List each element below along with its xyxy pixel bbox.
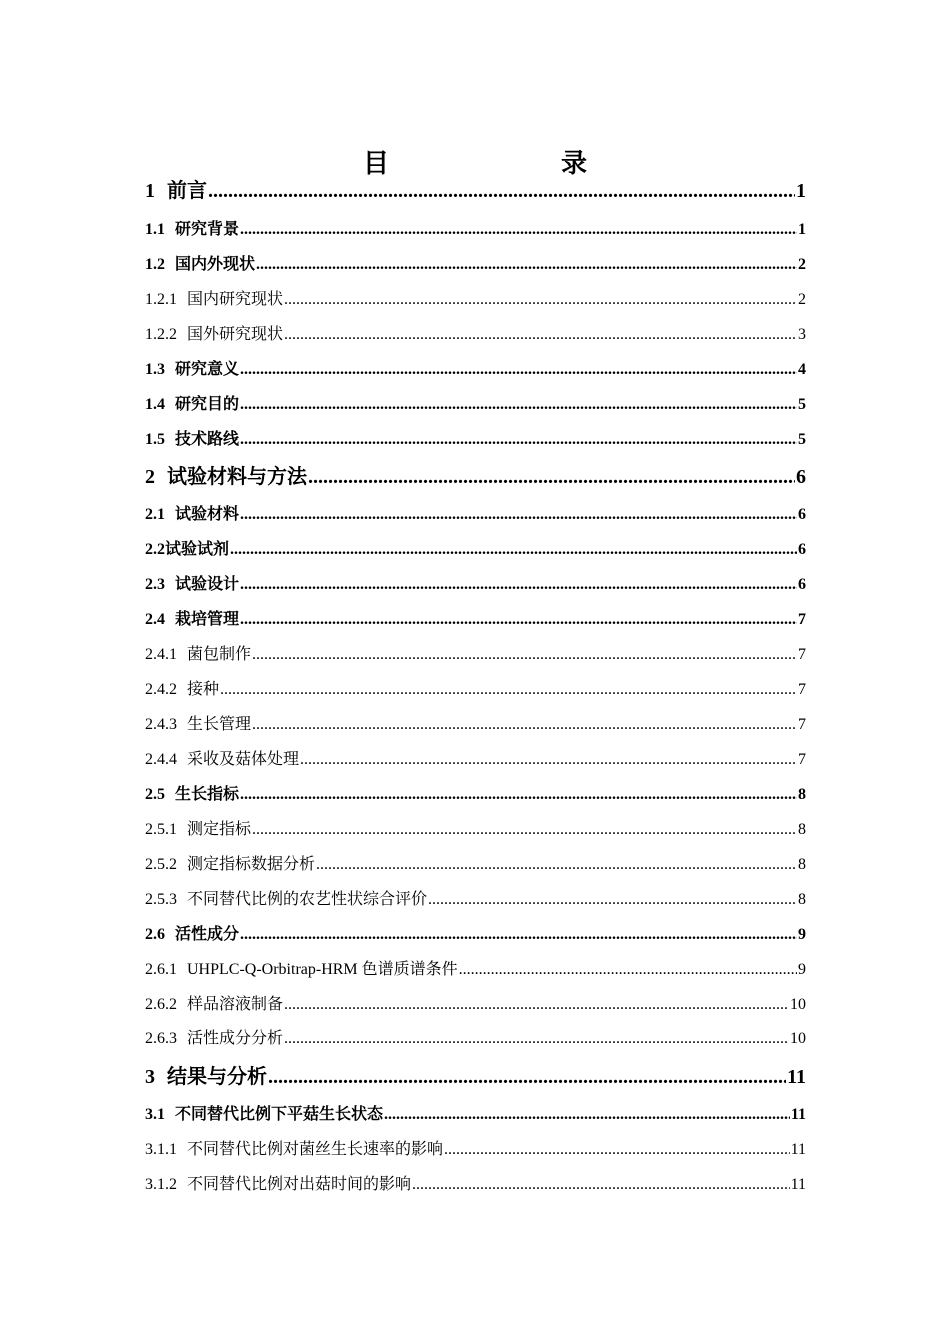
toc-entry-page-number: 7 [798,611,806,628]
toc-entry[interactable] [145,1174,806,1196]
toc-entry-page-number: 8 [798,786,806,803]
toc-entry-title: 菌包制作 [187,646,252,663]
toc-entry-page-number: 10 [790,996,806,1013]
toc-entry-number: 3 [145,1066,155,1088]
toc-entry-title: 栽培管理 [175,611,240,628]
toc-entry[interactable] [145,994,806,1016]
toc-entry-page-number: 6 [798,506,806,523]
toc-entry-number: 2.3 [145,576,165,593]
toc-entry[interactable] [145,359,806,381]
toc-entry[interactable] [145,504,806,526]
toc-entry-number: 1.5 [145,431,165,448]
toc-entry-title: 不同替代比例对菌丝生长速率的影响 [187,1141,444,1158]
toc-entry-page-number: 2 [798,256,806,273]
toc-entry-number: 2.4.2 [145,681,177,698]
toc-entry-page-number: 11 [787,1066,806,1088]
toc-entry[interactable] [145,574,806,596]
toc-entry-title: 国内研究现状 [187,291,284,308]
toc-entry[interactable] [145,784,806,806]
toc-entry-title: 试验材料 [175,506,240,523]
toc-entry-title: 接种 [187,681,220,698]
dot-leader [300,749,797,771]
toc-entry[interactable] [145,254,806,276]
toc-entry-title: 样品溶液制备 [187,996,284,1013]
dot-leader [316,854,797,876]
toc-entry-page-number: 7 [798,751,806,768]
toc-entry-page-number: 7 [798,681,806,698]
toc-entry-title: 研究背景 [175,221,240,238]
toc-entry-page-number: 6 [798,541,806,558]
toc-entry-number: 2 [145,466,155,488]
toc-entry-title: 研究目的 [175,396,240,413]
toc-entry-number: 3.1.1 [145,1141,177,1158]
dot-leader [256,254,797,276]
toc-entry[interactable] [145,178,806,204]
dot-leader [252,819,797,841]
toc-entry-title: 试验设计 [175,576,240,593]
toc-entry-number: 2.6 [145,926,165,943]
toc-entry-title: 不同替代比例对出菇时间的影响 [187,1176,412,1193]
toc-entry-page-number: 4 [798,361,806,378]
dot-leader [252,644,797,666]
toc-entry-page-number: 11 [790,1176,806,1193]
dot-leader [240,359,797,381]
toc-entry-number: 3.1 [145,1106,165,1123]
toc-entry[interactable] [145,714,806,736]
toc-entry-title: 国内外现状 [175,256,256,273]
dot-leader [240,784,797,806]
toc-entry[interactable] [145,324,806,346]
toc-entry[interactable] [145,644,806,666]
dot-leader [284,289,797,311]
dot-leader [252,714,797,736]
toc-entry-number: 2.4 [145,611,165,628]
toc-entry-number: 1.1 [145,221,165,238]
toc-entry-number: 3.1.2 [145,1176,177,1193]
dot-leader [384,1104,790,1126]
toc-entry-number: 1.2 [145,256,165,273]
toc-entry-page-number: 11 [790,1106,806,1123]
toc-entry-page-number: 1 [796,180,806,202]
toc-entry-title: 试验材料与方法 [167,466,307,488]
toc-entry[interactable] [145,429,806,451]
dot-leader [428,889,797,911]
toc-entry-page-number: 1 [798,221,806,238]
toc-entry[interactable] [145,1139,806,1161]
toc-entry-number: 1.4 [145,396,165,413]
toc-entry-number: 2.4.4 [145,751,177,768]
toc-entry[interactable] [145,959,806,981]
toc-entry[interactable] [145,394,806,416]
toc-entry[interactable] [145,819,806,841]
toc-entry-title: 试验试剂 [165,541,230,558]
toc-entry[interactable] [145,889,806,911]
toc-entry-number: 2.6.3 [145,1030,177,1047]
toc-entry-title: 不同替代比例的农艺性状综合评价 [187,891,428,908]
toc-entry-number: 2.5.2 [145,856,177,873]
dot-leader [240,609,797,631]
dot-leader [284,1028,789,1050]
toc-entry-page-number: 9 [798,926,806,943]
dot-leader [268,1064,786,1090]
toc-entry-page-number: 6 [798,576,806,593]
toc-title: 目 录 [362,149,627,178]
toc-entry-number: 2.5 [145,786,165,803]
dot-leader [444,1139,790,1161]
toc-entry-page-number: 8 [798,821,806,838]
toc-entry-number: 2.2 [145,541,165,558]
toc-entry-title: 前言 [167,180,207,202]
toc-entry-number: 2.6.1 [145,961,177,978]
toc-entry-number: 1 [145,180,155,202]
toc-entry-number: 2.4.3 [145,716,177,733]
dot-leader [240,394,797,416]
dot-leader [208,178,795,204]
toc-entry[interactable] [145,854,806,876]
toc-entry-number: 2.1 [145,506,165,523]
toc-entry-title: 测定指标数据分析 [187,856,316,873]
dot-leader [412,1174,790,1196]
toc-entry[interactable] [145,1028,806,1050]
dot-leader [240,504,797,526]
toc-entry-title: 不同替代比例下平菇生长状态 [175,1106,384,1123]
toc-entry[interactable] [145,219,806,241]
toc-entry-title: 活性成分 [175,926,240,943]
toc-entry[interactable] [145,679,806,701]
dot-leader [220,679,797,701]
toc-entry-page-number: 5 [798,396,806,413]
toc-entry-page-number: 7 [798,646,806,663]
dot-leader [284,994,789,1016]
toc-entry-page-number: 9 [798,961,806,978]
toc-entry-number: 2.4.1 [145,646,177,663]
toc-entry-title: 活性成分分析 [187,1030,284,1047]
toc-entry[interactable] [145,749,806,771]
toc-entry-title: 结果与分析 [167,1066,267,1088]
toc-entry-page-number: 10 [790,1030,806,1047]
toc-entry-title: 技术路线 [175,431,240,448]
toc-entry-title: 生长指标 [175,786,240,803]
dot-leader [284,324,797,346]
toc-entry-number: 1.3 [145,361,165,378]
toc-entry-number: 2.6.2 [145,996,177,1013]
toc-entry[interactable] [145,924,806,946]
toc-entry-number: 2.5.1 [145,821,177,838]
dot-leader [240,219,797,241]
dot-leader [240,574,797,596]
toc-entry-page-number: 2 [798,291,806,308]
toc-entry-number: 2.5.3 [145,891,177,908]
toc-entry[interactable] [145,289,806,311]
toc-entry-number: 1.2.2 [145,326,177,343]
dot-leader [308,464,795,490]
toc-entry-number: 1.2.1 [145,291,177,308]
toc-entry-page-number: 5 [798,431,806,448]
toc-entry-page-number: 8 [798,856,806,873]
toc-entry-page-number: 7 [798,716,806,733]
toc-entry[interactable] [145,1104,806,1126]
toc-entry-page-number: 8 [798,891,806,908]
dot-leader [240,924,797,946]
toc-entry[interactable] [145,464,806,490]
toc-entry[interactable] [145,539,806,561]
toc-entry-title: UHPLC-Q-Orbitrap-HRM 色谱质谱条件 [187,961,458,978]
dot-leader [459,959,797,981]
toc-entry-page-number: 11 [790,1141,806,1158]
toc-entry[interactable] [145,1064,806,1090]
toc-entry-title: 测定指标 [187,821,252,838]
toc-entry-title: 国外研究现状 [187,326,284,343]
toc-entry-title: 采收及菇体处理 [187,751,300,768]
dot-leader [230,539,797,561]
toc-entry-title: 研究意义 [175,361,240,378]
dot-leader [240,429,797,451]
toc-entry-page-number: 3 [798,326,806,343]
toc-entry-page-number: 6 [796,466,806,488]
toc-entry[interactable] [145,609,806,631]
toc-entry-title: 生长管理 [187,716,252,733]
